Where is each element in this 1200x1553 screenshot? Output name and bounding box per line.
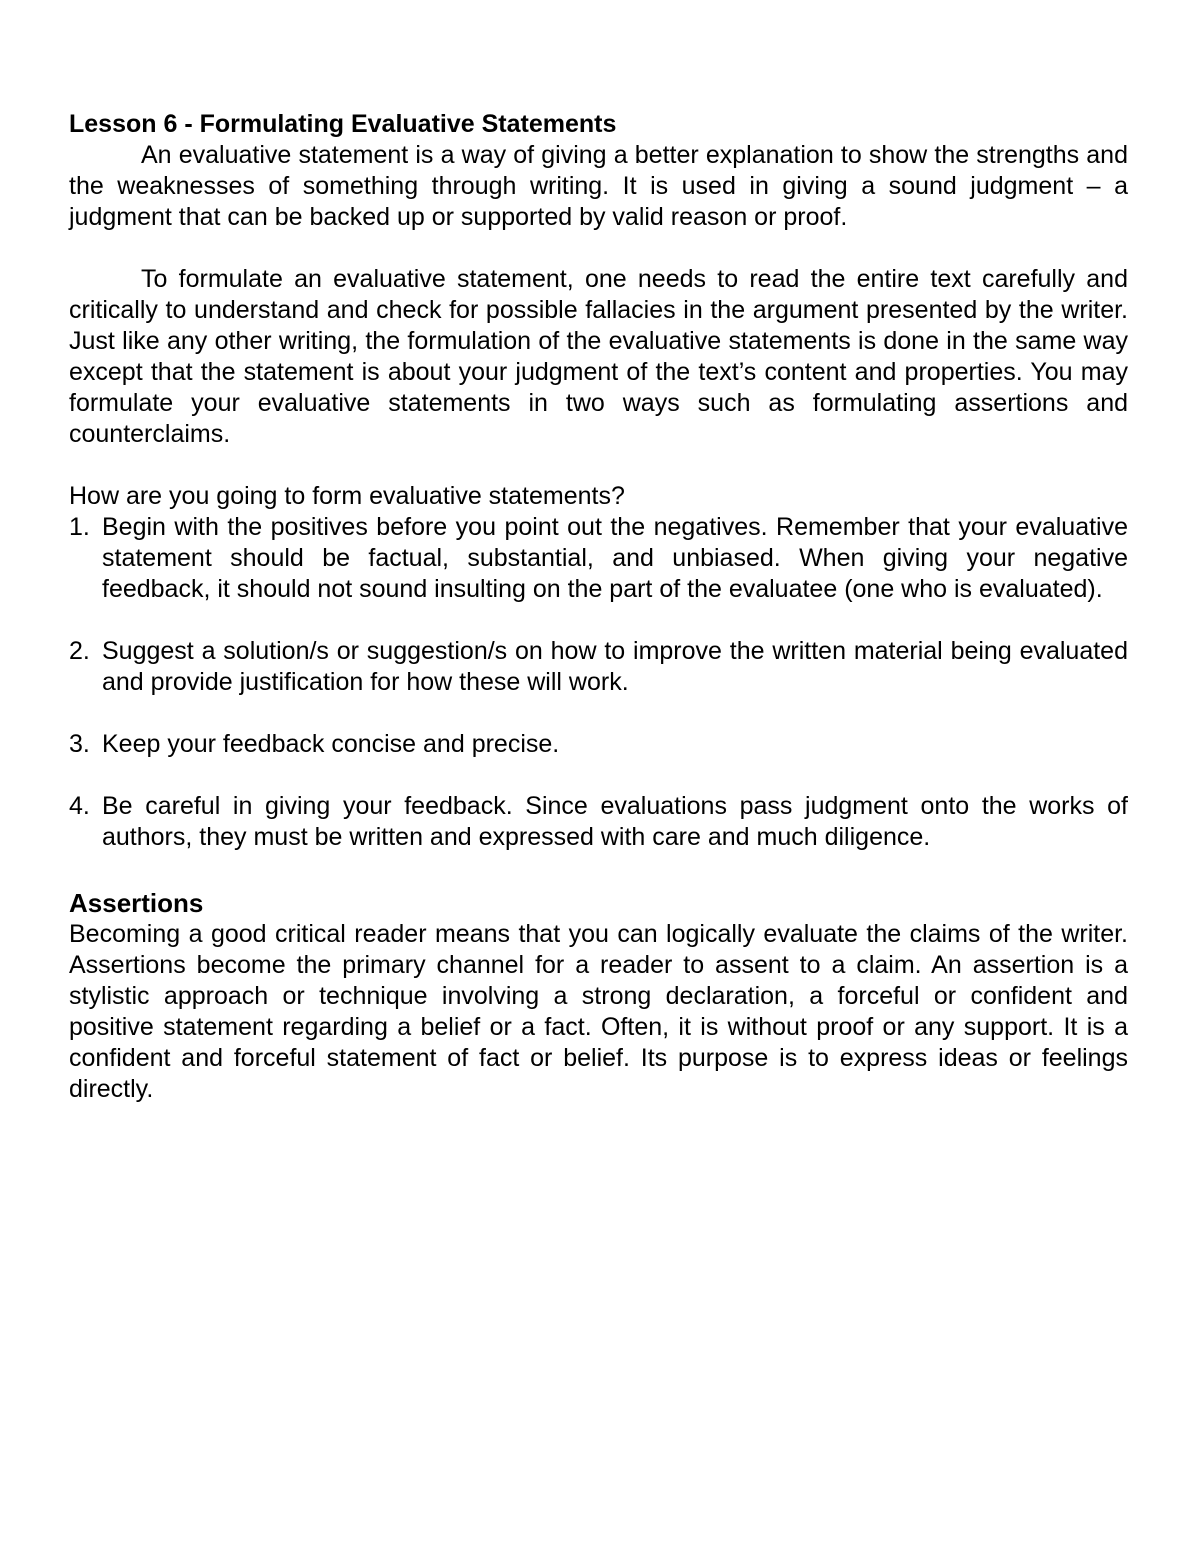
steps-question: How are you going to form evaluative statements? — [69, 482, 625, 510]
list-item-text: Be careful in giving your feedback. Since evaluations pass judgment onto the works of authors, they must be written and expressed with care and much diligence. — [102, 792, 1128, 851]
list-item-number: 3. — [69, 730, 90, 758]
steps-list — [69, 512, 1128, 853]
list-item-number: 2. — [69, 637, 90, 665]
list-item — [69, 636, 1128, 698]
list-item-text: Suggest a solution/s or suggestion/s on how to improve the written material being evaluated and provide justification for how these will work. — [102, 637, 1128, 696]
lesson-title: Lesson 6 - Formulating Evaluative Statements — [69, 110, 617, 138]
list-item-number: 4. — [69, 792, 90, 820]
list-item — [69, 729, 1128, 760]
document-page — [69, 109, 1128, 1105]
formulate-paragraph: To formulate an evaluative statement, one needs to read the entire text carefully and critically to understand and check for possible fallacies in the argument presented by the writer. Just like any other writing, the formulation of the evaluative statements is done in the same way except that the statement is about your judgment of the text’s content and properties. You may formulate your evaluative statements in two ways such as formulating assertions and counterclaims. — [69, 265, 1128, 448]
list-item-text: Keep your feedback concise and precise. — [102, 730, 560, 758]
list-item — [69, 791, 1128, 853]
list-item — [69, 512, 1128, 605]
list-item-number: 1. — [69, 513, 90, 541]
list-item-text: Begin with the positives before you point out the negatives. Remember that your evaluative statement should be factual, substantial, and unbiased. When giving your negative feedback, it should not sound insulting on the part of the evaluatee (one who is evaluated). — [102, 513, 1128, 603]
assertions-heading: Assertions — [69, 888, 204, 918]
intro-paragraph: An evaluative statement is a way of giving a better explanation to show the strengths and the weaknesses of something through writing. It is used in giving a sound judgment – a judgment that can be backed up or supported by valid reason or proof. — [69, 141, 1128, 231]
assertions-paragraph: Becoming a good critical reader means that you can logically evaluate the claims of the writer. Assertions become the primary channel for a reader to assent to a claim. An assertion is a stylistic approach or technique involving a strong declaration, a forceful or confident and positive statement regarding a belief or a fact. Often, it is without proof or any support. It is a confident and forceful statement of fact or belief. Its purpose is to express ideas or feelings directly. — [69, 920, 1128, 1103]
